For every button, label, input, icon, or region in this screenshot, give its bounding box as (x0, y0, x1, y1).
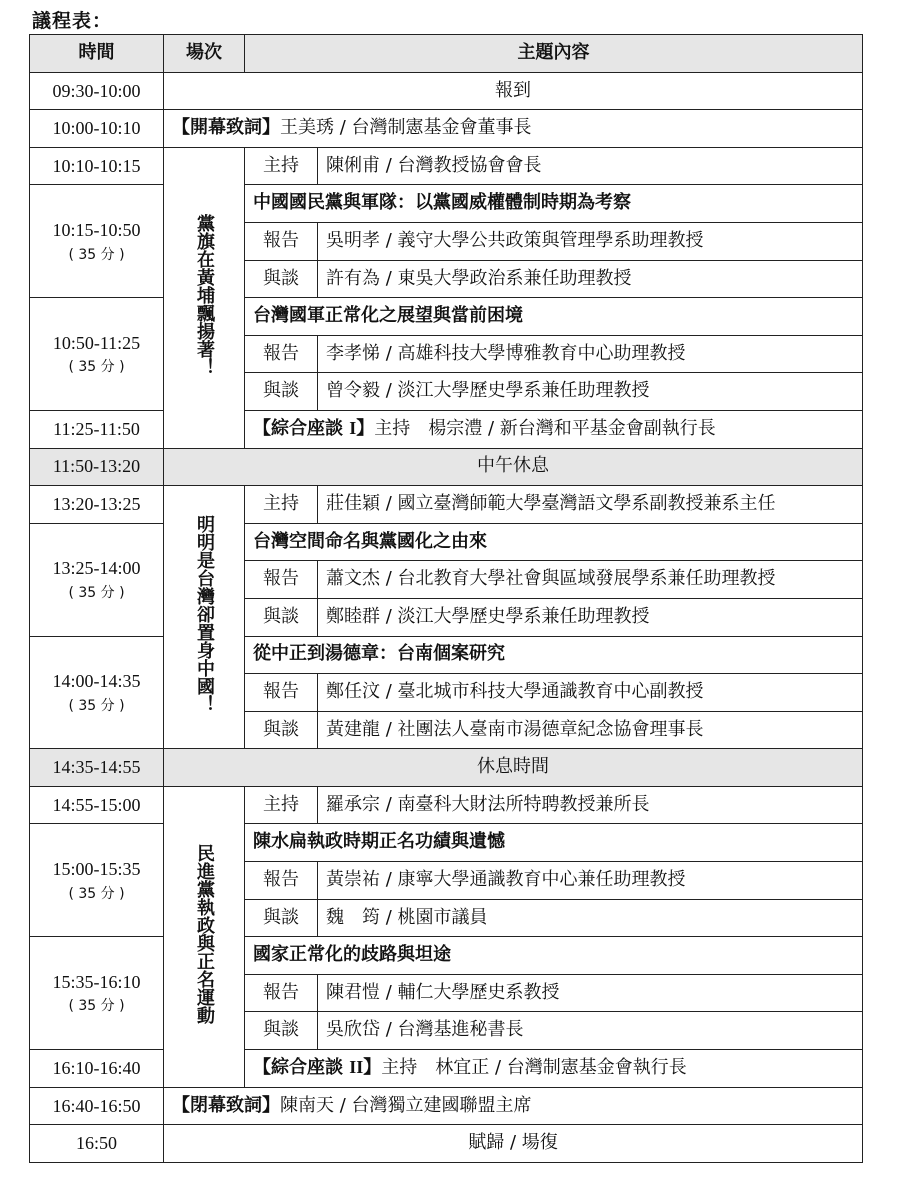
session-2-title (164, 486, 245, 749)
header-content: 主題內容 (245, 35, 863, 73)
table-row (30, 298, 863, 336)
person-cell: 鄭任汶 / 臺北城市科技大學通識教育中心副教授 (318, 674, 863, 712)
opening-label: 【開幕致詞】 (172, 117, 280, 139)
header-row (30, 35, 863, 73)
opening-remarks-cell (164, 110, 863, 148)
time-range: 15:00-15:35 (52, 858, 141, 879)
topic-cell: 陳水扁執政時期正名功績與遺憾 (245, 824, 863, 862)
duration: ( 35 分 ) (68, 697, 125, 714)
role-cell: 報告 (245, 674, 318, 712)
time-cell (30, 824, 164, 937)
role-cell: 與談 (245, 711, 318, 749)
role-cell: 與談 (245, 598, 318, 636)
time-cell: 16:50 (30, 1125, 164, 1163)
table-row (30, 824, 863, 862)
session-1-label: 黨旗在黃埔飄揚著！ (194, 213, 215, 376)
table-row (30, 749, 863, 787)
forum-roman: I (349, 418, 357, 439)
session-1-title (164, 147, 245, 448)
time-cell: 11:50-13:20 (30, 448, 164, 486)
duration: ( 35 分 ) (68, 885, 125, 902)
table-row (30, 185, 863, 223)
opening-speaker: 王美琇 / 台灣制憲基金會董事長 (280, 117, 532, 139)
table-row (30, 486, 863, 524)
forum-label-post: 】 (363, 1057, 382, 1079)
topic-cell: 國家正常化的歧路與坦途 (245, 937, 863, 975)
table-row (30, 410, 863, 448)
session-3-title (164, 786, 245, 1087)
person-cell: 莊佳穎 / 國立臺灣師範大學臺灣語文學系副教授兼系主任 (318, 486, 863, 524)
forum-cell (245, 1050, 863, 1088)
person-cell: 黃建龍 / 社團法人臺南市湯德章紀念協會理事長 (318, 711, 863, 749)
table-row (30, 110, 863, 148)
person-cell: 陳俐甫 / 台灣教授協會會長 (318, 147, 863, 185)
person-cell: 羅承宗 / 南臺科大財法所特聘教授兼所長 (318, 786, 863, 824)
page-title: 議程表： (32, 10, 113, 32)
table-row (30, 786, 863, 824)
duration: ( 35 分 ) (68, 359, 125, 376)
time-range: 15:35-16:10 (52, 971, 141, 992)
role-cell: 報告 (245, 222, 318, 260)
person-cell: 黃崇祐 / 康寧大學通識教育中心兼任助理教授 (318, 862, 863, 900)
role-cell: 報告 (245, 974, 318, 1012)
forum-cell (245, 410, 863, 448)
time-cell: 14:35-14:55 (30, 749, 164, 787)
person-cell: 蕭文杰 / 台北教育大學社會與區域發展學系兼任助理教授 (318, 561, 863, 599)
header-session: 場次 (164, 35, 245, 73)
table-row (30, 1125, 863, 1163)
registration-cell: 報到 (164, 72, 863, 110)
session-3-label: 民進黨執政與正名運動 (194, 843, 215, 1024)
role-cell: 主持 (245, 147, 318, 185)
forum-label-post: 】 (356, 418, 375, 440)
duration: ( 35 分 ) (68, 998, 125, 1015)
time-range: 10:50-11:25 (52, 332, 141, 353)
person-cell: 曾令毅 / 淡江大學歷史學系兼任助理教授 (318, 373, 863, 411)
forum-label-pre: 【綜合座談 (253, 1057, 350, 1079)
role-cell: 主持 (245, 786, 318, 824)
time-cell (30, 523, 164, 636)
role-cell: 與談 (245, 1012, 318, 1050)
duration: ( 35 分 ) (68, 584, 125, 601)
lunch-cell: 中午休息 (164, 448, 863, 486)
closing-remarks-cell (164, 1087, 863, 1125)
time-cell: 16:40-16:50 (30, 1087, 164, 1125)
person-cell: 許有為 / 東吳大學政治系兼任助理教授 (318, 260, 863, 298)
header-time: 時間 (30, 35, 164, 73)
forum-roman: II (349, 1057, 364, 1078)
time-cell (30, 937, 164, 1050)
person-cell: 陳君愷 / 輔仁大學歷史系教授 (318, 974, 863, 1012)
agenda-table (29, 34, 863, 1163)
forum-label-pre: 【綜合座談 (253, 418, 350, 440)
forum-host: 主持 林宜正 / 台灣制憲基金會執行長 (381, 1057, 687, 1079)
time-cell: 14:55-15:00 (30, 786, 164, 824)
table-row (30, 1050, 863, 1088)
table-row (30, 1087, 863, 1125)
person-cell: 吳欣岱 / 台灣基進秘書長 (318, 1012, 863, 1050)
role-cell: 報告 (245, 862, 318, 900)
time-range: 14:00-14:35 (52, 671, 141, 691)
role-cell: 報告 (245, 561, 318, 599)
time-cell (30, 185, 164, 298)
table-row (30, 448, 863, 486)
time-cell: 16:10-16:40 (30, 1050, 164, 1088)
topic-cell: 從中正到湯德章：台南個案研究 (245, 636, 863, 674)
role-cell: 與談 (245, 373, 318, 411)
table-row (30, 523, 863, 561)
person-cell: 魏 筠 / 桃園市議員 (318, 899, 863, 937)
end-cell: 賦歸 / 場復 (164, 1125, 863, 1163)
session-2-label: 明明是台灣卻置身中國！ (194, 515, 215, 714)
forum-host: 主持 楊宗澧 / 新台灣和平基金會副執行長 (374, 418, 716, 440)
person-cell: 吳明孝 / 義守大學公共政策與管理學系助理教授 (318, 222, 863, 260)
duration: ( 35 分 ) (68, 246, 125, 263)
time-cell (30, 636, 164, 749)
topic-cell: 中國國民黨與軍隊：以黨國威權體制時期為考察 (245, 185, 863, 223)
person-cell: 李孝悌 / 高雄科技大學博雅教育中心助理教授 (318, 335, 863, 373)
table-row (30, 72, 863, 110)
role-cell: 與談 (245, 899, 318, 937)
topic-cell: 台灣國軍正常化之展望與當前困境 (245, 298, 863, 336)
table-row (30, 636, 863, 674)
time-range: 13:25-14:00 (52, 558, 141, 579)
time-cell: 09:30-10:00 (30, 72, 164, 110)
time-cell: 13:20-13:25 (30, 486, 164, 524)
break-cell: 休息時間 (164, 749, 863, 787)
table-row (30, 147, 863, 185)
topic-cell: 台灣空間命名與黨國化之由來 (245, 523, 863, 561)
closing-label: 【閉幕致詞】 (172, 1094, 280, 1116)
time-cell: 10:10-10:15 (30, 147, 164, 185)
time-cell (30, 298, 164, 411)
closing-speaker: 陳南天 / 台灣獨立建國聯盟主席 (280, 1094, 532, 1116)
role-cell: 與談 (245, 260, 318, 298)
person-cell: 鄭睦群 / 淡江大學歷史學系兼任助理教授 (318, 598, 863, 636)
time-range: 10:15-10:50 (52, 219, 141, 240)
role-cell: 報告 (245, 335, 318, 373)
time-cell: 10:00-10:10 (30, 110, 164, 148)
role-cell: 主持 (245, 486, 318, 524)
time-cell: 11:25-11:50 (30, 410, 164, 448)
table-row (30, 937, 863, 975)
